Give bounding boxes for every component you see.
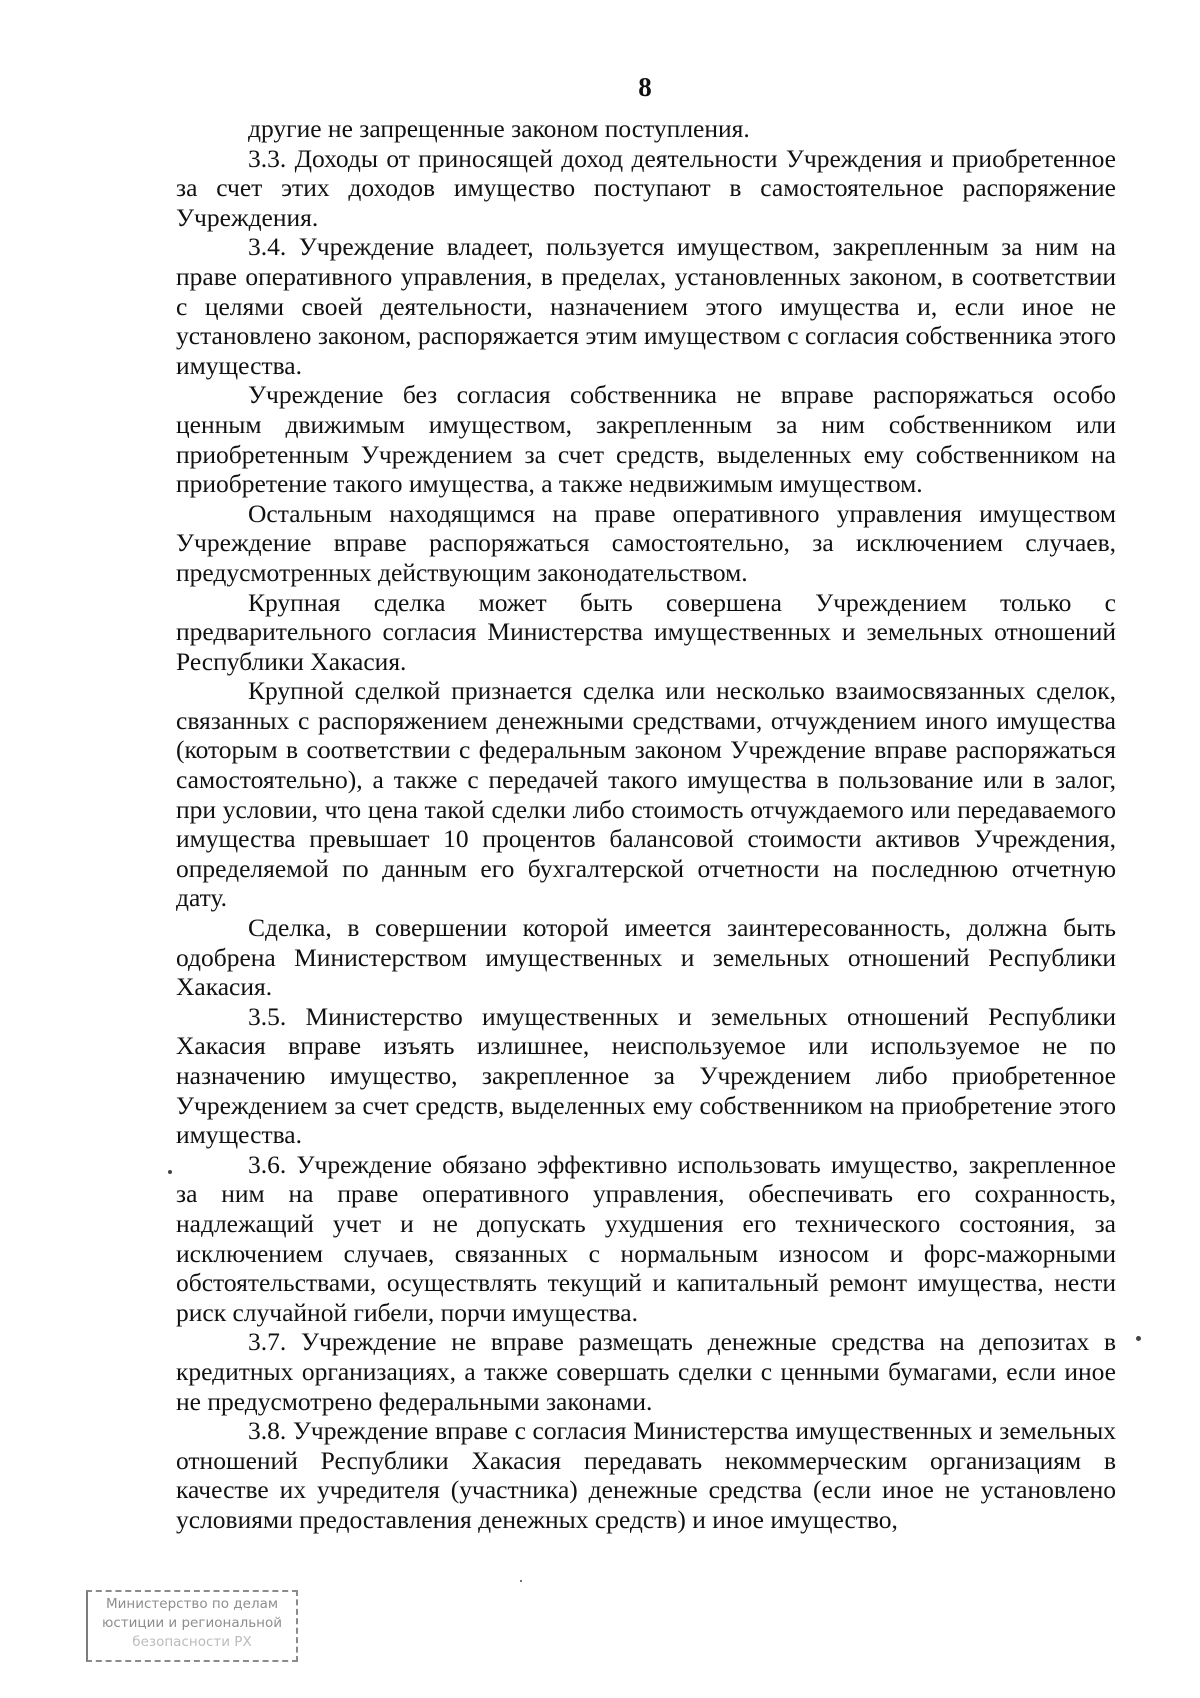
paragraph-other-property: Остальным находящимся на праве оперативного управления имуществом Учреждение вправе распоряжаться самостоятельно, за исключением случаев, предусмотренных действующим законодательством. [176, 498, 1116, 587]
paragraph-3-8: 3.8. Учреждение вправе с согласия Министерства имущественных и земельных отношений Республики Хакасия передавать некоммерческим организациям в качестве их учредителя (участника) денежные средства (если иное не установлено условиями предоставления денежных средств) и иное имущество, [176, 1416, 1116, 1534]
paragraph-3-5: 3.5. Министерство имущественных и земельных отношений Республики Хакасия вправе изъять излишнее, неиспользуемое или используемое не по назначению имущество, закрепленное за Учреждением либо приобретенное Учреждением за счет средств, выделенных ему собственником на приобретение этого имущества. [176, 1001, 1116, 1150]
paragraph-3-7: 3.7. Учреждение не вправе размещать денежные средства на депозитах в кредитных организациях, а также совершать сделки с ценными бумагами, если иное не предусмотрено федеральными законами. [176, 1327, 1116, 1416]
paragraph-major-deal: Крупная сделка может быть совершена Учреждением только с предварительного согласия Министерства имущественных и земельных отношений Республики Хакасия. [176, 587, 1116, 676]
paragraph-3-3: 3.3. Доходы от приносящей доход деятельности Учреждения и приобретенное за счет этих доходов имущество поступают в самостоятельное распоряжение Учреждения. [176, 143, 1116, 232]
paragraph-interested-deal: Сделка, в совершении которой имеется заинтересованность, должна быть одобрена Министерством имущественных и земельных отношений Республики Хакасия. [176, 913, 1116, 1002]
scan-speck [520, 1580, 522, 1582]
paragraph-valuable-property: Учреждение без согласия собственника не вправе распоряжаться особо ценным движимым имуществом, закрепленным за ним собственником или приобретенным Учреждением за счет средств, выделенных ему собственником на приобретение такого имущества, а также недвижимым имуществом. [176, 380, 1116, 499]
paragraph-major-deal-definition: Крупной сделкой признается сделка или несколько взаимосвязанных сделок, связанных с распоряжением денежными средствами, отчуждением иного имущества (которым в соответствии с федеральным законом Учреждение вправе распоряжаться самостоятельно), а также с передачей такого имущества в пользование или в залог, при условии, что цена такой сделки либо стоимость отчуждаемого или передаваемого имущества превышает 10 процентов балансовой стоимости активов Учреждения, определяемой по данным его бухгалтерской отчетности на последнюю отчетную дату. [176, 676, 1116, 913]
scan-speck [1136, 1336, 1141, 1341]
stamp-line-security: безопасности РХ [132, 1634, 252, 1650]
paragraph-3-6: 3.6. Учреждение обязано эффективно использовать имущество, закрепленное за ним на праве оперативного управления, обеспечивать его сохранность, надлежащий учет и не допускать ухудшения его технического состояния, за исключением случаев, связанных с нормальным износом и форс-мажорными обстоятельствами, осуществлять текущий и капитальный ремонт имущества, нести риск случайной гибели, порчи имущества. [176, 1149, 1116, 1327]
stamp-line-justice: юстиции и региональной [101, 1615, 283, 1631]
page-number: 8 [638, 72, 652, 102]
paragraph-3-4: 3.4. Учреждение владеет, пользуется имуществом, закрепленным за ним на праве оперативного управления, в пределах, установленных законом, в соответствии с целями своей деятельности, назначением этого имущества и, если иное не установлено законом, распоряжается этим имуществом с согласия собственника этого имущества. [176, 232, 1116, 380]
scan-speck [168, 1170, 172, 1174]
document-body [176, 114, 1116, 1535]
registration-stamp [86, 1590, 298, 1662]
stamp-line-ministry: Министерство по делам [105, 1596, 279, 1612]
paragraph-continuation: другие не запрещенные законом поступления. [248, 114, 750, 143]
